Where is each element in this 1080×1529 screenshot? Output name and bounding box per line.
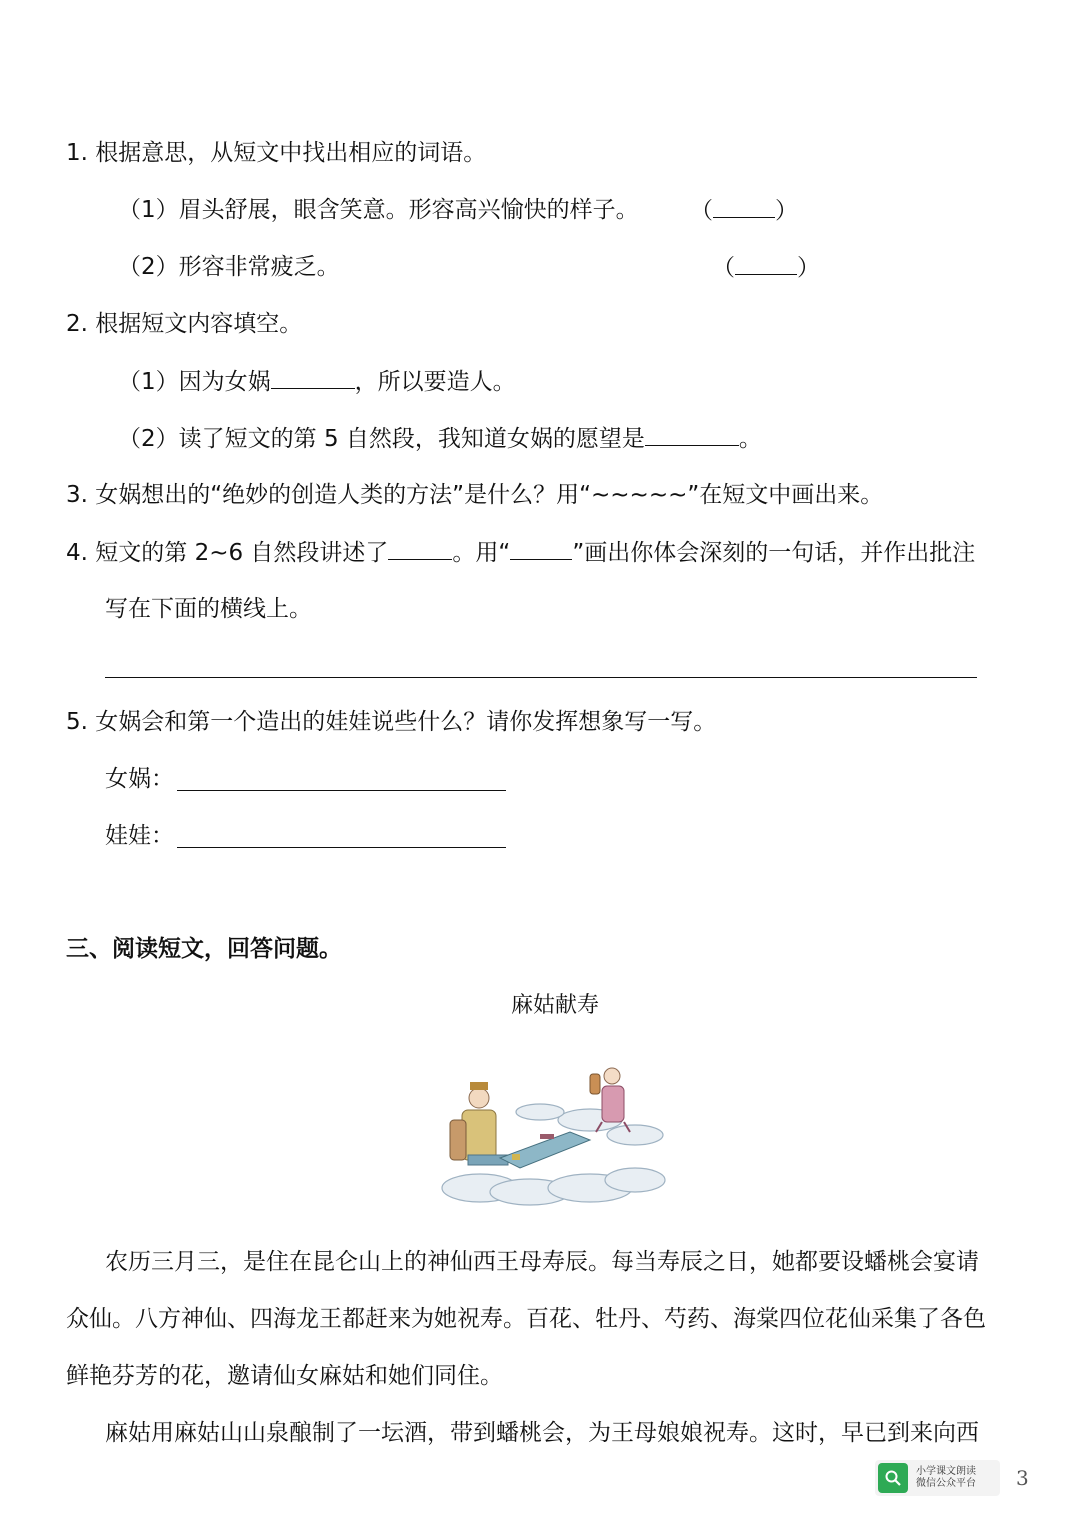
passage-title: 麻姑献寿 [511,993,600,1018]
badge-line2: 微信公众平台 [916,1478,976,1489]
q2-sub2-text-b: 。 [738,426,762,452]
paren-open: （ [712,255,735,281]
q2-sub1-text-a: （1）因为女娲 [118,369,271,395]
queen-mother-figure-icon [450,1082,508,1165]
answer-blank[interactable] [735,252,797,275]
search-icon [878,1463,908,1493]
underline-sample [510,537,572,560]
q4-text-c: ”画出你体会深刻的一句话，并作出批注 [572,540,976,566]
illustration-magu-offering [440,1060,670,1210]
passage-para1-line2: 众仙。八方神仙、四海龙王都赶来为她祝寿。百花、牡丹、芍药、海棠四位花仙采集了各色 [66,1306,986,1332]
page-number: 3 [1016,1466,1029,1490]
q2-sub2 [118,423,762,454]
nuwa-label: 女娲： [105,766,174,792]
q5-baby-row [105,821,174,851]
q4-text-a: 4. 短文的第 2~6 自然段讲述了 [66,540,389,566]
q2-sub1-text-b: ，所以要造人。 [354,369,516,395]
q1-sub2-text: （2）形容非常疲乏。 [118,254,340,280]
q1-sub2-answer[interactable] [712,252,820,283]
section3-heading: 三、阅读短文，回答问题。 [66,936,342,962]
q2-sub1 [118,366,516,397]
badge-line1: 小学课文朗读 [916,1466,976,1477]
paren-close: ） [797,255,820,281]
q1-sub1-answer[interactable] [690,195,798,226]
answer-blank[interactable] [388,537,452,560]
baby-label: 娃娃： [105,823,174,849]
q4-stem-line2: 写在下面的横线上。 [105,596,312,622]
nuwa-answer-line[interactable] [177,790,506,791]
q5-stem: 5. 女娲会和第一个造出的娃娃说些什么？请你发挥想象写一写。 [66,709,717,735]
q4-text-b: 。用“ [452,540,511,566]
wechat-platform-badge[interactable] [875,1460,1000,1496]
q4-answer-line[interactable] [105,677,977,678]
q1-sub2 [118,252,340,282]
answer-blank[interactable] [645,423,739,446]
q1-sub1 [118,195,639,225]
paren-close: ） [775,198,798,224]
baby-answer-line[interactable] [177,847,506,848]
q1-sub1-text: （1）眉头舒展，眼含笑意。形容高兴愉快的样子。 [118,197,639,223]
q2-stem: 2. 根据短文内容填空。 [66,311,303,337]
answer-blank[interactable] [271,366,355,389]
table-icon [500,1132,590,1168]
passage-para2-line1: 麻姑用麻姑山山泉酿制了一坛酒，带到蟠桃会，为王母娘娘祝寿。这时，早已到来向西 [105,1420,979,1446]
q5-nuwa-row [105,764,174,794]
passage-para1-line3: 鲜艳芬芳的花，邀请仙女麻姑和她们同住。 [66,1363,503,1389]
q1-stem: 1. 根据意思，从短文中找出相应的词语。 [66,140,487,166]
passage-para1-line1: 农历三月三，是住在昆仑山上的神仙西王母寿辰。每当寿辰之日，她都要设蟠桃会宴请 [105,1249,979,1275]
paren-open: （ [690,198,713,224]
badge-text [916,1466,976,1490]
q2-sub2-text-a: （2）读了短文的第 5 自然段，我知道女娲的愿望是 [118,426,645,452]
q4-stem [66,537,975,568]
q3-stem: 3. 女娲想出的“绝妙的创造人类的方法”是什么？用“~~~~~”在短文中画出来。 [66,482,884,508]
answer-blank[interactable] [713,195,775,218]
